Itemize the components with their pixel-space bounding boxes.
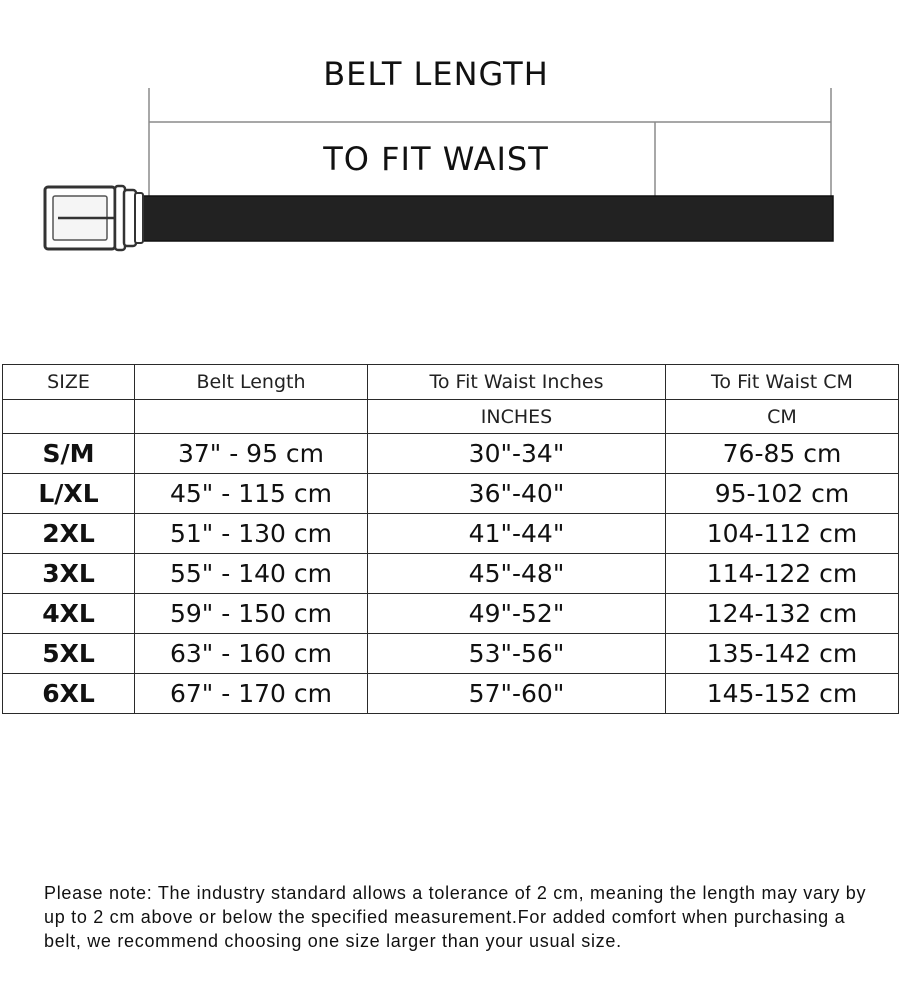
waist-cm-cell: 95-102 cm [666,474,899,514]
table-row [3,554,899,594]
size-cell: S/M [3,434,135,474]
subheader-inches: INCHES [368,400,666,434]
belt-length-cell: 63" - 160 cm [135,634,368,674]
belt-length-cell: 45" - 115 cm [135,474,368,514]
waist-cm-cell: 135-142 cm [666,634,899,674]
belt-diagram [0,0,900,300]
size-cell: 3XL [3,554,135,594]
waist-inches-cell: 57"-60" [368,674,666,714]
size-cell: 5XL [3,634,135,674]
fit-waist-label: TO FIT WAIST [323,140,549,178]
waist-inches-cell: 53"-56" [368,634,666,674]
belt-length-cell: 55" - 140 cm [135,554,368,594]
belt-buckle-icon [45,186,143,250]
table-subheader-row [3,400,899,434]
waist-cm-cell: 114-122 cm [666,554,899,594]
tolerance-note: Please note: The industry standard allows a tolerance of 2 cm, meaning the length may vary by up to 2 cm above or below the specified measurement.For added comfort when purchasing a belt, we recommend choosing one size larger than your usual size. [44,883,867,951]
waist-cm-cell: 124-132 cm [666,594,899,634]
waist-cm-cell: 76-85 cm [666,434,899,474]
subheader-size [3,400,135,434]
belt-length-cell: 51" - 130 cm [135,514,368,554]
table-row [3,594,899,634]
waist-cm-cell: 104-112 cm [666,514,899,554]
table-row [3,674,899,714]
waist-inches-cell: 49"-52" [368,594,666,634]
belt-length-label: BELT LENGTH [323,55,549,93]
waist-inches-cell: 36"-40" [368,474,666,514]
header-belt-length: Belt Length [135,365,368,400]
table-row [3,634,899,674]
size-cell: 2XL [3,514,135,554]
table-row [3,474,899,514]
waist-inches-cell: 30"-34" [368,434,666,474]
header-waist-cm: To Fit Waist CM [666,365,899,400]
table-row [3,434,899,474]
waist-cm-cell: 145-152 cm [666,674,899,714]
header-waist-inches: To Fit Waist Inches [368,365,666,400]
size-cell: 6XL [3,674,135,714]
table-header-row [3,365,899,400]
belt-length-cell: 37" - 95 cm [135,434,368,474]
size-chart-table [2,364,899,714]
size-cell: 4XL [3,594,135,634]
table-row [3,514,899,554]
waist-inches-cell: 45"-48" [368,554,666,594]
belt-strap-icon [140,196,833,241]
belt-length-cell: 67" - 170 cm [135,674,368,714]
header-size: SIZE [3,365,135,400]
size-cell: L/XL [3,474,135,514]
subheader-belt-length [135,400,368,434]
belt-length-cell: 59" - 150 cm [135,594,368,634]
subheader-cm: CM [666,400,899,434]
waist-inches-cell: 41"-44" [368,514,666,554]
